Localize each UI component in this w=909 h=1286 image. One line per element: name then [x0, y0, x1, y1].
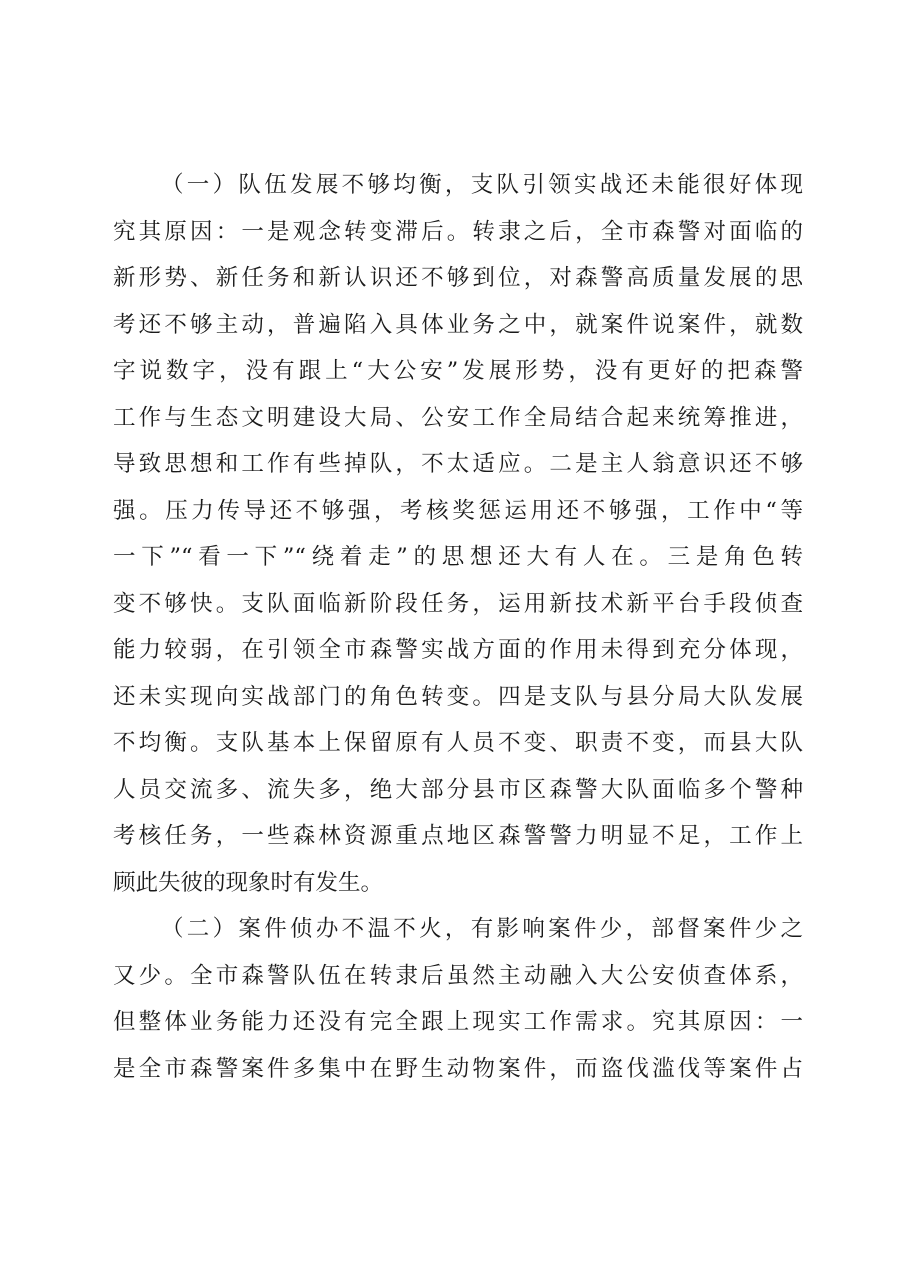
text-line: 考还不够主动，普遍陷入具体业务之中，就案件说案件，就数 — [113, 311, 803, 338]
text-line: 还未实现向实战部门的角色转变。四是支队与县分局大队发展 — [113, 683, 803, 710]
text-line: 强。压力传导还不够强，考核奖惩运用还不够强，工作中“等 — [113, 497, 803, 524]
text-line: 人员交流多、流失多，绝大部分县市区森警大队面临多个警种 — [113, 776, 803, 803]
paragraph-1-last-line: 顾此失彼的现象时有发生。 — [113, 869, 384, 896]
document-body — [113, 162, 803, 1092]
text-line: 考核任务，一些森林资源重点地区森警警力明显不足，工作上 — [113, 823, 803, 849]
text-line: 又少。全市森警队伍在转隶后虽然主动融入大公安侦查体系， — [113, 962, 803, 989]
text-line: 工作与生态文明建设大局、公安工作全局结合起来统筹推进， — [113, 404, 803, 431]
text-line: 究其原因：一是观念转变滞后。转隶之后，全市森警对面临的 — [113, 218, 803, 245]
paragraph-2-heading-line: （二）案件侦办不温不火，有影响案件少，部督案件少之 — [161, 916, 803, 942]
text-line: 新形势、新任务和新认识还不够到位，对森警高质量发展的思 — [113, 265, 803, 291]
text-line: 字说数字，没有跟上“大公安”发展形势，没有更好的把森警 — [113, 358, 803, 384]
text-line: 是全市森警案件多集中在野生动物案件，而盗伐滥伐等案件占 — [113, 1055, 803, 1082]
text-line: 一下”“看一下”“绕着走”的思想还大有人在。三是角色转 — [113, 544, 803, 570]
paragraph-1-heading-line: （一）队伍发展不够均衡，支队引领实战还未能很好体现 — [161, 172, 803, 198]
text-line: 能力较弱，在引领全市森警实战方面的作用未得到充分体现， — [113, 637, 803, 663]
text-line: 不均衡。支队基本上保留原有人员不变、职责不变，而县大队 — [113, 730, 803, 756]
text-line: 但整体业务能力还没有完全跟上现实工作需求。究其原因：一 — [113, 1009, 803, 1035]
text-line: 导致思想和工作有些掉队，不太适应。二是主人翁意识还不够 — [113, 451, 803, 477]
text-line: 变不够快。支队面临新阶段任务，运用新技术新平台手段侦查 — [113, 590, 803, 617]
